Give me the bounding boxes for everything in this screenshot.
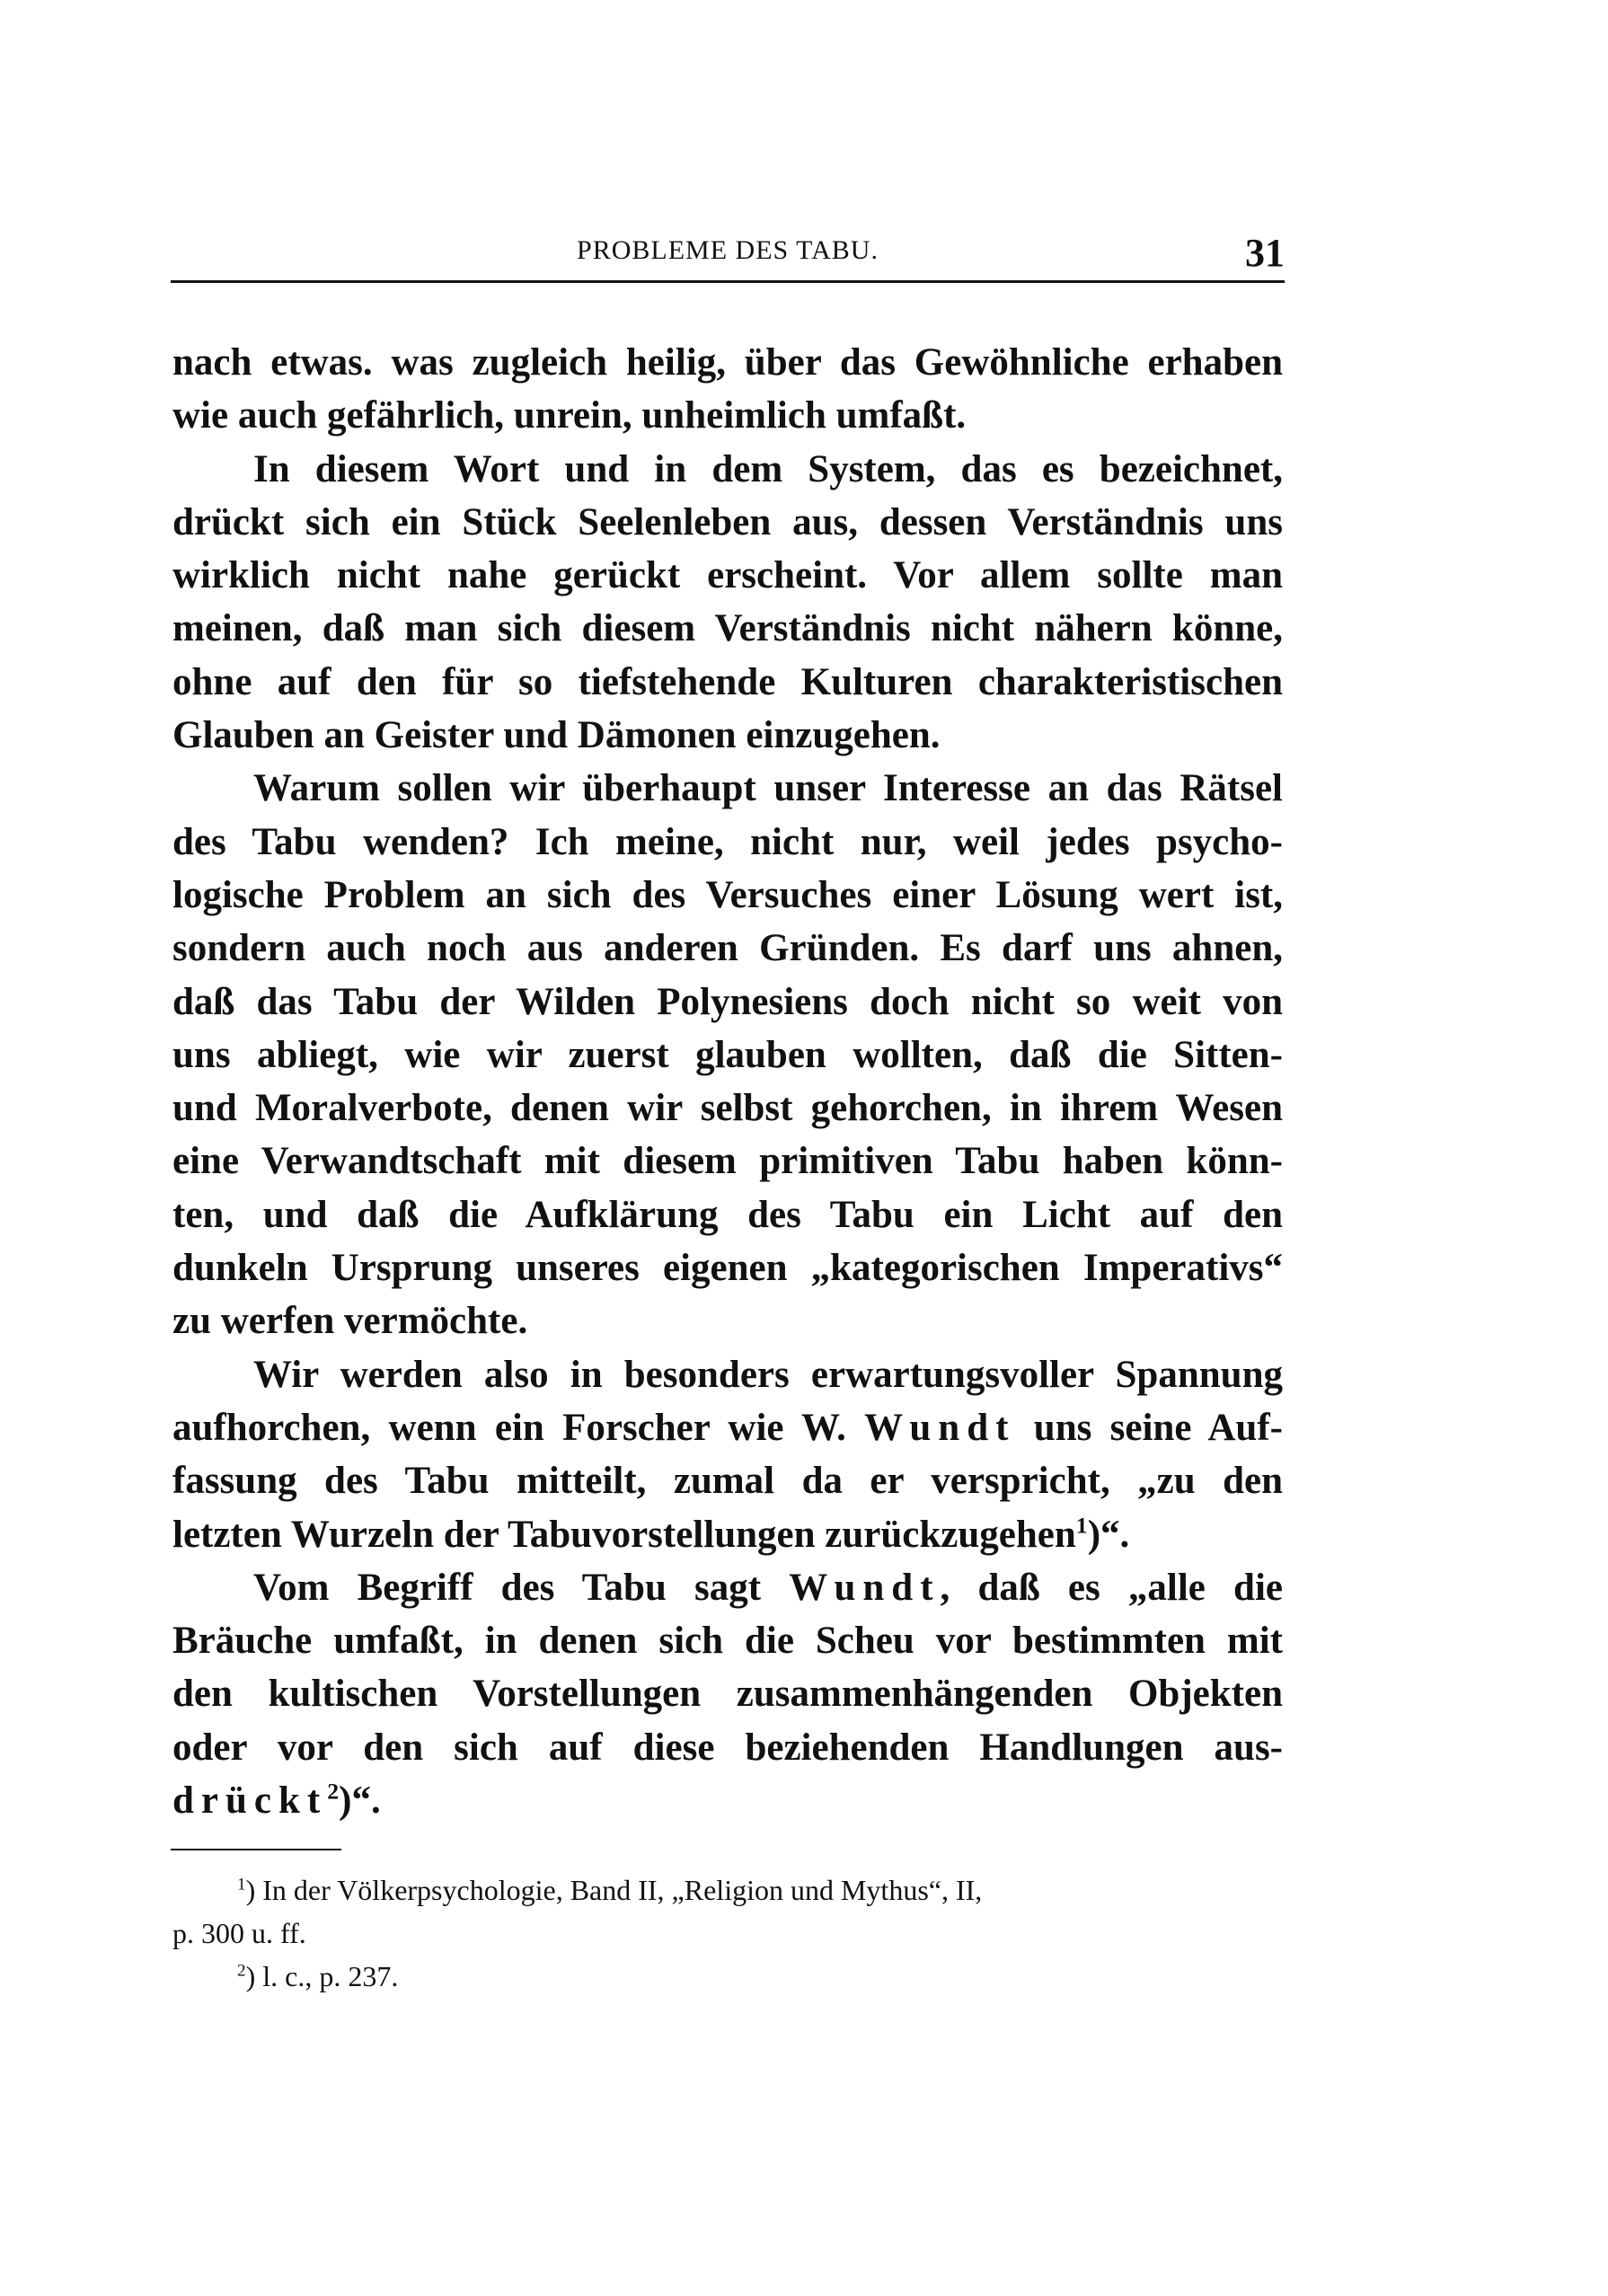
footnote-text: ) l. c., p. 237. xyxy=(245,1960,399,1992)
text-line: uns abliegt, wie wir zuerst glauben wollten, daß die Sitten- xyxy=(172,1033,1283,1076)
footnote-ref: 1 xyxy=(1075,1512,1088,1539)
text-run: uns seine Auf- xyxy=(1015,1406,1283,1449)
text-line: wie auch gefährlich, unrein, unheimlich umfaßt. xyxy=(172,394,967,437)
text-line: dunkeln Ursprung unseres eigenen „kategorischen Imperativs“ xyxy=(172,1247,1283,1290)
text-line: eine Verwandtschaft mit diesem primitiven Tabu haben könn- xyxy=(172,1140,1283,1183)
header-rule xyxy=(171,280,1285,283)
footnote-rule xyxy=(171,1849,341,1850)
text-run: letzten Wurzeln der Tabuvorstellungen zurückzugehen xyxy=(172,1513,1076,1556)
text-line xyxy=(172,1721,1283,1774)
footnote-marker: 1 xyxy=(237,1875,246,1894)
text-run: den kultischen Vorstellungen zusammenhängenden Objekten xyxy=(172,1673,1283,1716)
text-line xyxy=(172,1348,1283,1401)
text-line xyxy=(172,1508,1283,1561)
text-run: Wir werden also in besonders erwartungsvoller Spannung xyxy=(253,1353,1283,1396)
text-line: daß das Tabu der Wilden Polynesiens doch nicht so weit von xyxy=(172,980,1283,1023)
footnote-line xyxy=(172,1868,1283,1912)
text-line: Glauben an Geister und Dämonen einzugehen. xyxy=(172,714,941,757)
text-line: wirklich nicht nahe gerückt erscheint. Vor allem sollte man xyxy=(172,554,1283,597)
running-header xyxy=(171,231,1285,282)
text-line: meinen, daß man sich diesem Verständnis nicht nähern könne, xyxy=(172,607,1283,650)
text-line xyxy=(172,1561,1283,1614)
paragraph-1 xyxy=(172,336,1283,443)
paragraph-3 xyxy=(172,762,1283,1347)
footnote-marker: 2 xyxy=(237,1961,246,1981)
text-line: logische Problem an sich des Versuches einer Lösung wert ist, xyxy=(172,873,1283,916)
text-run: fassung des Tabu mitteilt, zumal da er verspricht, „zu den xyxy=(172,1460,1283,1503)
text-line: In diesem Wort und in dem System, das es bezeichnet, xyxy=(253,447,1283,490)
text-line: zu werfen vermöchte. xyxy=(172,1300,528,1343)
text-line xyxy=(172,1774,1283,1827)
text-run: aufhorchen, wenn ein Forscher wie W. xyxy=(172,1406,865,1449)
footnote-text: ) In der Völkerpsychologie, Band II, „Religion und Mythus“, II, xyxy=(245,1874,983,1906)
text-line: nach etwas. was zugleich heilig, über das Gewöhnliche erhaben xyxy=(172,341,1283,384)
text-line xyxy=(172,1614,1283,1667)
text-line: sondern auch noch aus anderen Gründen. Es darf uns ahnen, xyxy=(172,927,1283,970)
page-number: 31 xyxy=(1245,231,1285,275)
text-line: drückt sich ein Stück Seelenleben aus, dessen Verständnis uns xyxy=(172,500,1283,543)
text-line xyxy=(172,1401,1283,1454)
text-line: und Moralverbote, denen wir selbst gehorchen, in ihrem Wesen xyxy=(172,1087,1283,1130)
author-name-spaced: Wundt xyxy=(789,1566,941,1609)
footnotes xyxy=(172,1868,1283,1998)
running-title: PROBLEME DES TABU. xyxy=(577,235,879,265)
body-text xyxy=(172,336,1283,1827)
footnote-ref: 2 xyxy=(327,1778,340,1805)
text-run: Vom Begriff des Tabu sagt xyxy=(253,1566,790,1609)
text-run: Bräuche umfaßt, in denen sich die Scheu vor bestimmten mit xyxy=(172,1620,1283,1663)
text-run: )“. xyxy=(339,1779,381,1823)
text-run: drückt xyxy=(172,1779,328,1823)
footnote-line xyxy=(172,1955,1283,1998)
paragraph-4 xyxy=(172,1348,1283,1561)
text-run: )“. xyxy=(1087,1513,1130,1556)
text-line: Warum sollen wir überhaupt unser Interesse an das Rätsel xyxy=(253,767,1283,810)
paragraph-5 xyxy=(172,1561,1283,1827)
text-run: oder vor den sich auf diese beziehenden Handlungen aus- xyxy=(172,1726,1283,1769)
text-run: , daß es „alle die xyxy=(940,1566,1283,1609)
footnote-line: p. 300 u. ff. xyxy=(172,1917,306,1949)
text-line: ten, und daß die Aufklärung des Tabu ein Licht auf den xyxy=(172,1193,1283,1236)
paragraph-2 xyxy=(172,443,1283,763)
text-line xyxy=(172,1667,1283,1720)
text-line: des Tabu wenden? Ich meine, nicht nur, weil jedes psycho- xyxy=(172,820,1283,863)
footnote-2 xyxy=(172,1955,1283,1998)
text-line: ohne auf den für so tiefstehende Kulturen charakteristischen xyxy=(172,660,1283,703)
text-line xyxy=(172,1454,1283,1507)
author-name-spaced: Wundt xyxy=(864,1406,1016,1449)
footnote-1 xyxy=(172,1868,1283,1955)
